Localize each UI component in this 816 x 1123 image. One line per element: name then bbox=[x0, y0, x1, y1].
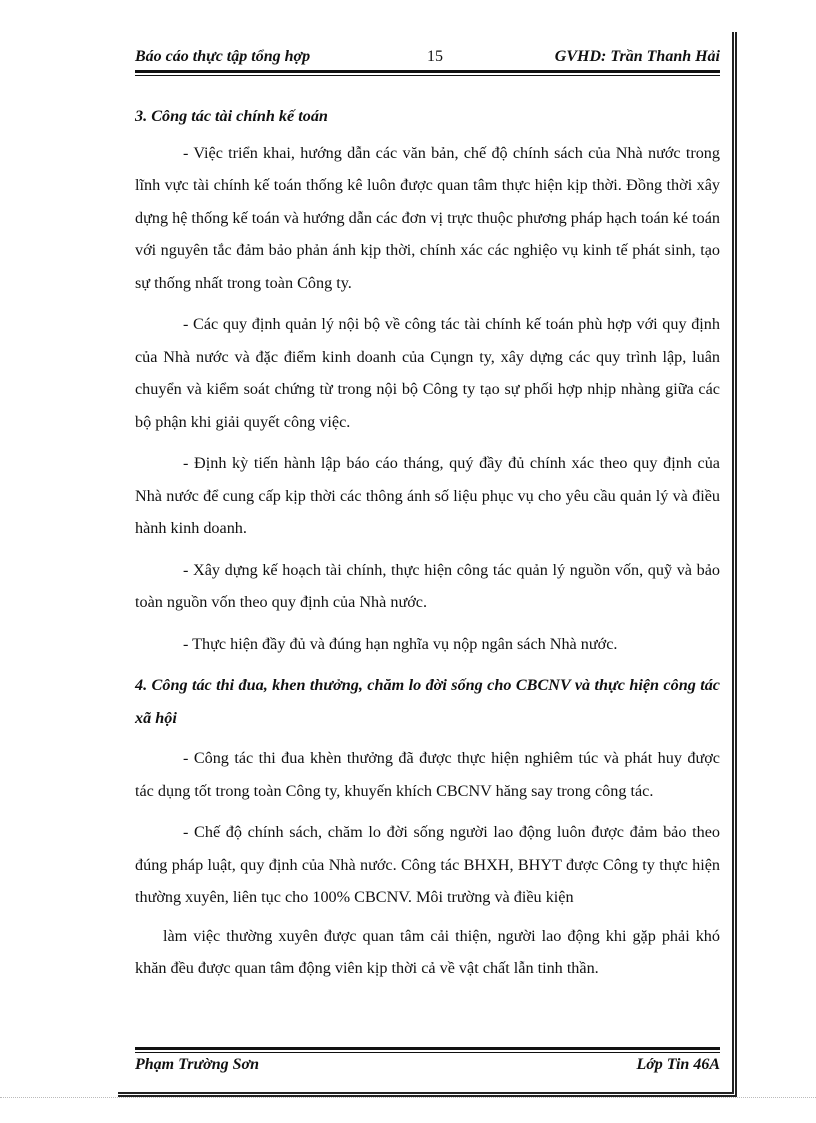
section-3-paragraph: - Việc triển khai, hướng dẫn các văn bản, chế độ chính sách của Nhà nước trong lĩnh vực tài chính kế toán thống kê luôn được quan tâm thực hiện kịp thời. Đồng thời xây dựng hệ thống kế toán và hướng dẫn các đơn vị trực thuộc phương pháp hạch toán ké toán với nguyên tắc đảm bảo phản ánh kịp thời, chính xác các nghiệo vụ kinh tế phát sinh, tạo sự thống nhất trong toàn Công ty. bbox=[135, 143, 720, 292]
section-3-paragraph: - Định kỳ tiến hành lập báo cáo tháng, quý đầy đủ chính xác theo quy định của Nhà nước để cung cấp kịp thời các thông ánh số liệu phục vụ cho yêu cầu quản lý và điều hành kinh doanh. bbox=[135, 454, 720, 537]
page-footer bbox=[135, 1056, 720, 1080]
header-report-title: Báo cáo thực tập tổng hợp bbox=[135, 48, 311, 65]
section-4-paragraph: - Chế độ chính sách, chăm lo đời sống người lao động luôn được đảm bảo theo đúng pháp luật, quy định của Nhà nước. Công tác BHXH, BHYT được Công ty thực hiện thường xuyên, liên tục cho 100% CBCNV. Môi trường và điều kiện bbox=[135, 823, 720, 906]
page-bottom-dotted-line bbox=[0, 1097, 816, 1098]
page-header bbox=[135, 46, 720, 70]
header-rule-thin bbox=[135, 75, 720, 76]
footer-author: Phạm Trường Sơn bbox=[135, 1056, 259, 1073]
section-3-heading: 3. Công tác tài chính kế toán bbox=[135, 107, 328, 125]
section-4-paragraph: - Công tác thi đua khèn thưởng đã được thực hiện nghiêm túc và phát huy được tác dụng tốt trong toàn Công ty, khuyến khích CBCNV hăng say trong công tác. bbox=[135, 749, 720, 800]
footer-class: Lớp Tin 46A bbox=[636, 1056, 720, 1073]
section-4-paragraph: làm việc thường xuyên được quan tâm cải thiện, người lao động khi gặp phải khó khăn đều được quan tâm động viên kịp thời cả về vật chất lẫn tinh thần. bbox=[135, 926, 720, 977]
section-3-paragraph: - Thực hiện đầy đủ và đúng hạn nghĩa vụ nộp ngân sách Nhà nước. bbox=[183, 634, 618, 653]
footer-rule-thin bbox=[135, 1052, 720, 1053]
header-rule bbox=[135, 70, 720, 73]
header-page-number: 15 bbox=[427, 48, 443, 65]
section-3-paragraph: - Xây dựng kế hoạch tài chính, thực hiện công tác quản lý nguồn vốn, quỹ và bảo toàn nguồn vốn theo quy định của Nhà nước. bbox=[135, 560, 720, 611]
header-supervisor: GVHD: Trần Thanh Hải bbox=[554, 48, 720, 65]
section-3-paragraph: - Các quy định quản lý nội bộ về công tác tài chính kế toán phù hợp với quy định của Nhà nước và đặc điểm kinh doanh của Cụngn ty, xây dựng các quy trình lập, luân chuyển và kiểm soát chứng từ trong nội bộ Công ty tạo sự phối hợp nhịp nhàng giữa các bộ phận khi giải quyết công việc. bbox=[135, 315, 720, 431]
footer-rule bbox=[135, 1047, 720, 1050]
page-body bbox=[135, 100, 720, 994]
section-4-heading: 4. Công tác thi đua, khen thưởng, chăm lo đời sống cho CBCNV và thực hiện công tác xã hội bbox=[135, 676, 720, 727]
